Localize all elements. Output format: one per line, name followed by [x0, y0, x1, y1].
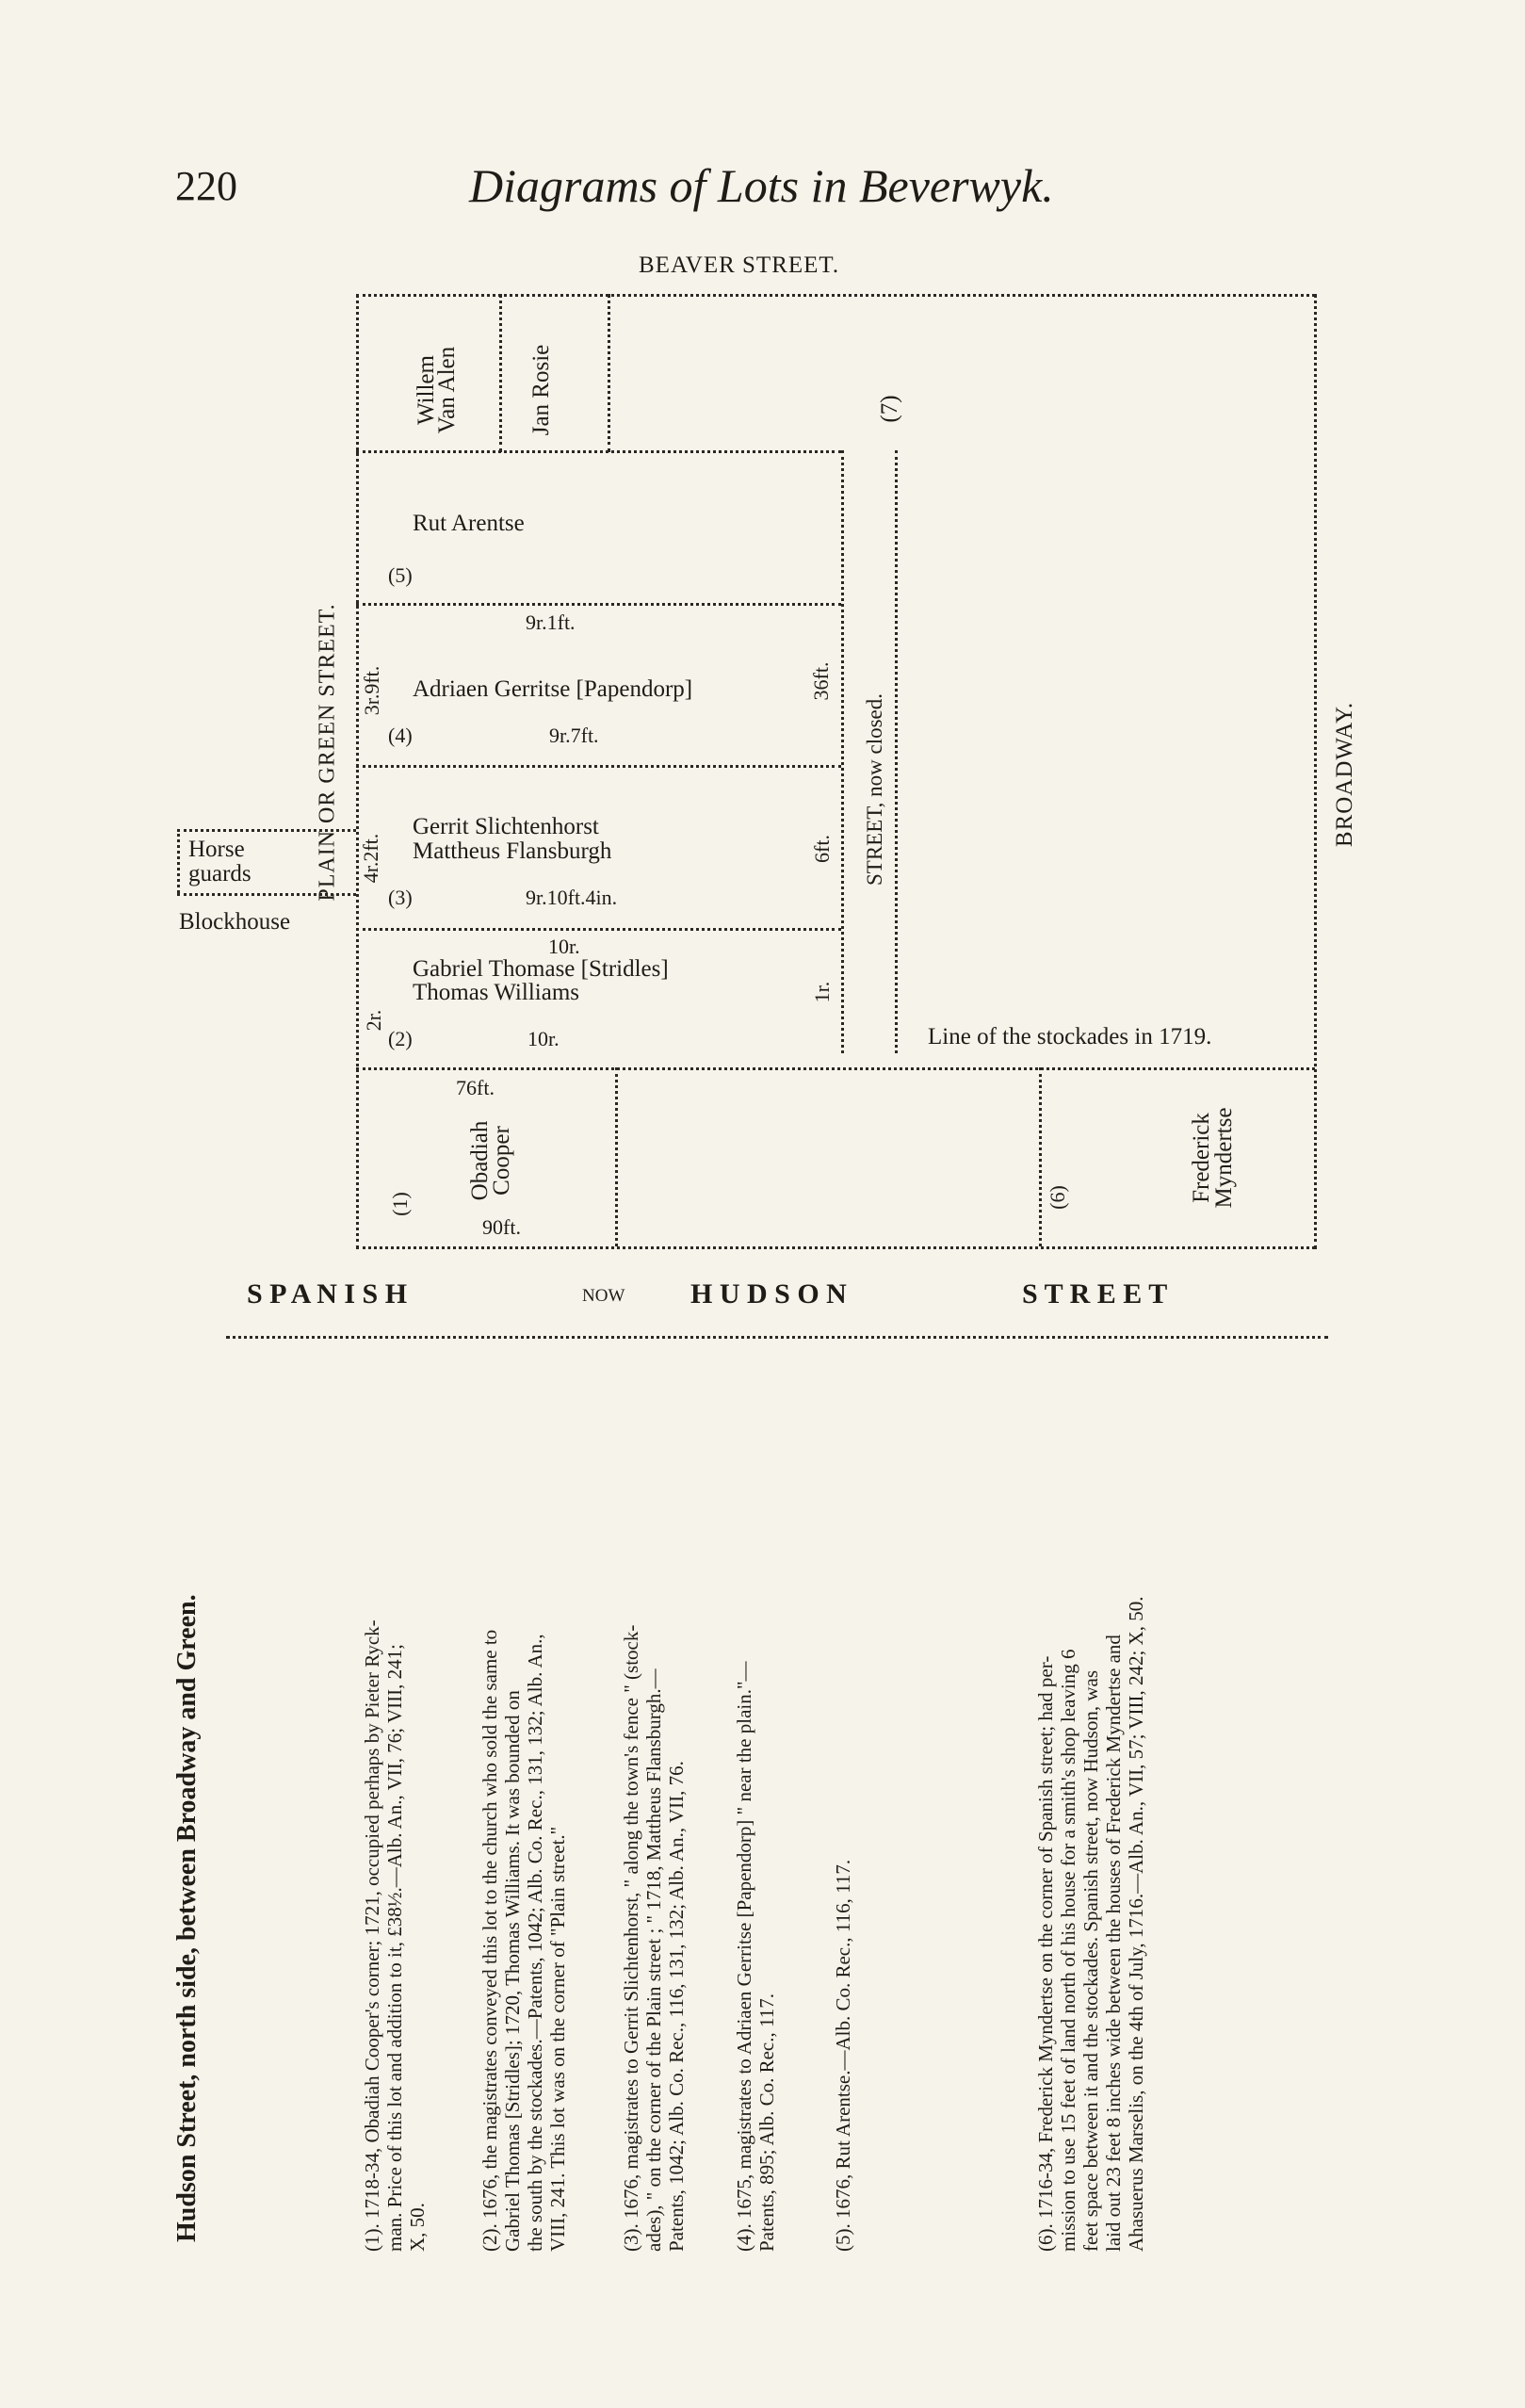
stockade-line-label: Line of the stockades in 1719.: [928, 1024, 1212, 1049]
street-inner: STREET, now closed.: [863, 693, 886, 886]
owner-gabriel-thomase: Gabriel Thomase [Stridles]: [413, 956, 669, 982]
street-bottom: S P A N I S H: [247, 1278, 408, 1310]
divider: [895, 450, 898, 1053]
owner-obadiah-cooper: Obadiah: [467, 1120, 493, 1201]
measure: 3r.9ft.: [360, 665, 383, 716]
note-line: (2). 1676, the magistrates conveyed this lot to the church who sold the same to: [479, 1629, 501, 2252]
lot-number-2: (2): [388, 1027, 413, 1050]
lot-number-1: (1): [388, 1192, 412, 1216]
blockhouse-label: Blockhouse: [179, 909, 291, 935]
divider: [356, 450, 841, 453]
owner-willem: Willem: [414, 355, 439, 425]
note-line: X, 50.: [406, 2203, 429, 2252]
owner-gerrit-slichtenhorst: Gerrit Slichtenhorst: [413, 814, 599, 839]
note-line: Gabriel Thomas [Stridles]; 1720, Thomas Williams. It was bounded on: [501, 1690, 524, 2252]
note-line: (4). 1675, magistrates to Adriaen Gerritse [Papendorp] " near the plain."—: [733, 1661, 755, 2252]
divider: [356, 928, 841, 931]
divider: [356, 765, 841, 768]
measure: 9r.1ft.: [526, 610, 576, 634]
note-line: Patents, 895; Alb. Co. Rec., 117.: [755, 1993, 778, 2252]
horse-guards-box: [177, 829, 180, 893]
street-left: PLAIN OR GREEN STREET.: [315, 603, 340, 902]
outline-bottom: [356, 1246, 1315, 1249]
note-line: laid out 23 feet 8 inches wide between the houses of Frederick Myndertse and: [1102, 1635, 1125, 2252]
measure: 4r.2ft.: [359, 833, 382, 884]
lot-number-5: (5): [388, 563, 413, 587]
measure: 9r.7ft.: [549, 724, 599, 747]
lot-number-7: (7): [877, 395, 902, 423]
divider: [356, 1067, 1315, 1070]
measure: 6ft.: [810, 835, 834, 863]
owner-obadiah-cooper: Cooper: [489, 1126, 514, 1196]
owner-thomas-williams: Thomas Williams: [413, 980, 579, 1005]
note-line: (1). 1718-34, Obadiah Cooper's corner; 1721, occupied perhaps by Pieter Ryck-: [361, 1619, 383, 2252]
owner-frederick-myndertse: Frederick: [1189, 1113, 1214, 1203]
note-line: the south by the stockades.—Patents, 1042; Alb. Co. Rec., 131, 132; Alb. An.,: [524, 1634, 546, 2252]
street-bottom: NOW: [582, 1286, 625, 1306]
note-line: (6). 1716-34, Frederick Myndertse on the corner of Spanish street; had per-: [1034, 1655, 1057, 2252]
measure: 9r.10ft.4in.: [526, 886, 618, 909]
divider: [608, 294, 610, 452]
owner-rut-arentse: Rut Arentse: [413, 511, 525, 536]
note-line: Ahasuerus Marselis, on the 4th of July, 1716.—Alb. An., VII, 57; VIII, 242; X, 50.: [1125, 1596, 1147, 2252]
divider: [1039, 1067, 1042, 1246]
measure: 36ft.: [809, 661, 833, 701]
owner-willem: Van Alen: [434, 346, 460, 434]
horse-label: Horse: [188, 837, 245, 862]
lot-number-3: (3): [388, 886, 413, 909]
street-bottom: H U D S O N: [690, 1278, 847, 1310]
measure: 1r.: [810, 981, 834, 1003]
divider: [615, 1067, 618, 1246]
owner-jan-rosie: Jan Rosie: [528, 344, 554, 436]
measure: 10r.: [527, 1027, 560, 1050]
street-top: BEAVER STREET.: [639, 252, 840, 278]
divider: [356, 603, 841, 606]
lot-number-4: (4): [388, 724, 413, 747]
note-line: VIII, 241. This lot was on the corner of "Plain street.": [546, 1826, 569, 2252]
divider: [841, 450, 844, 1053]
note-line: (5). 1676, Rut Arentse.—Alb. Co. Rec., 116, 117.: [832, 1859, 854, 2252]
owner-mattheus-flansburgh: Mattheus Flansburgh: [413, 838, 612, 864]
lot-number-6: (6): [1046, 1185, 1069, 1210]
note-line: feet space between it and the stockades. Spanish street, now Hudson, was: [1079, 1670, 1102, 2252]
street-right: BROADWAY.: [1332, 701, 1357, 848]
running-title: Diagrams of Lots in Beverwyk.: [469, 159, 1054, 212]
note-line: man. Price of this lot and addition to it, £38½.—Alb. An., VII, 76; VIII, 241;: [383, 1644, 406, 2252]
outline-left: [356, 294, 359, 1249]
owner-frederick-myndertse: Myndertse: [1211, 1107, 1237, 1209]
note-line: ades), " on the corner of the Plain street ; " 1718, Mattheus Flansburgh.—: [642, 1668, 665, 2252]
note-line: mission to use 15 feet of land north of his house for a smith's shop leaving 6: [1057, 1649, 1079, 2252]
guards-label: guards: [188, 861, 251, 887]
street-bottom: S T R E E T: [1022, 1278, 1168, 1310]
caption: Hudson Street, north side, between Broadway and Green.: [172, 1594, 202, 2242]
page-number: 220: [175, 163, 237, 209]
note-line: (3). 1676, magistrates to Gerrit Slichtenhorst, " along the town's fence " (stock-: [620, 1624, 642, 2252]
measure: 2r.: [362, 1009, 385, 1032]
measure: 90ft.: [482, 1215, 521, 1239]
owner-adriaen-gerritse: Adriaen Gerritse [Papendorp]: [413, 676, 693, 702]
outline-right: [1314, 294, 1317, 1249]
divider: [499, 294, 502, 452]
separator: [226, 1336, 1328, 1339]
note-line: Patents, 1042; Alb. Co. Rec., 116, 131, 132; Alb. An., VII, 76.: [665, 1761, 688, 2252]
measure: 10r.: [548, 935, 580, 958]
measure: 76ft.: [456, 1076, 495, 1099]
